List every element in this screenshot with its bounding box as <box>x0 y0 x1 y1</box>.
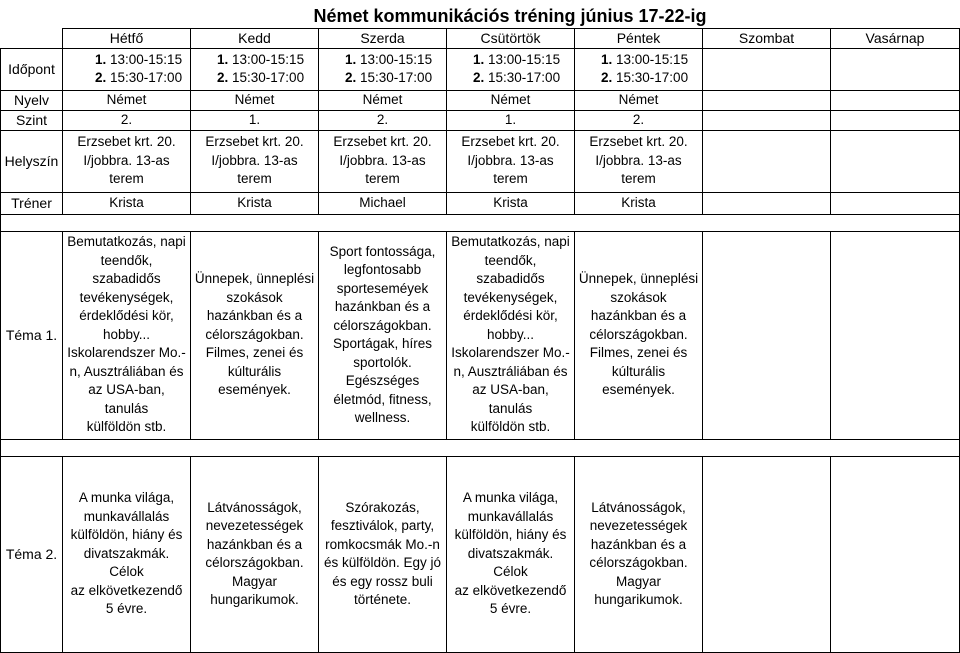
day-header: Vasárnap <box>831 29 960 49</box>
spacer-row <box>1 439 960 456</box>
trainer-cell: Krista <box>191 192 319 214</box>
nyelv-row <box>1 90 960 110</box>
time-slots-cell <box>447 48 575 90</box>
trener-row <box>1 192 960 214</box>
location-cell: Erzsebet krt. 20. I/jobbra. 13-as terem <box>575 130 703 192</box>
row-label: Tréner <box>1 192 63 214</box>
empty-cell <box>703 192 831 214</box>
day-header: Csütörtök <box>447 29 575 49</box>
topic-cell: Látvánosságok, nevezetességek hazánkban és a célországokban. Magyar hungarikumok. <box>575 456 703 652</box>
level-cell: 2. <box>63 110 191 130</box>
empty-cell <box>831 110 960 130</box>
empty-cell <box>703 90 831 110</box>
day-header-row <box>1 29 960 49</box>
trainer-cell: Krista <box>447 192 575 214</box>
trainer-cell: Krista <box>575 192 703 214</box>
time-slot: 2. 15:30-17:00 <box>217 70 305 85</box>
topic-cell: Látvánosságok, nevezetességek hazánkban és a célországokban. Magyar hungarikumok. <box>191 456 319 652</box>
trainer-cell: Krista <box>63 192 191 214</box>
language-cell: Német <box>191 90 319 110</box>
row-label: Helyszín <box>1 130 63 192</box>
time-slot: 2. 15:30-17:00 <box>345 70 433 85</box>
schedule-title: Német kommunikációs tréning június 17-22-ig <box>313 6 707 26</box>
time-slot: 1. 13:00-15:15 <box>95 51 183 67</box>
level-cell: 1. <box>191 110 319 130</box>
topic-cell: Szórakozás, fesztiválok, party, romkocsmák Mo.-n és külföldön. Egy jó és egy rossz buli története. <box>319 456 447 652</box>
time-slot: 1. 13:00-15:15 <box>473 51 561 67</box>
level-cell: 1. <box>447 110 575 130</box>
empty-cell <box>831 231 960 439</box>
time-slot: 1. 13:00-15:15 <box>601 51 689 67</box>
day-header: Hétfő <box>63 29 191 49</box>
day-header: Szombat <box>703 29 831 49</box>
empty-cell <box>831 48 960 90</box>
language-cell: Német <box>447 90 575 110</box>
topic-cell: A munka világa, munkavállalás külföldön, hiány és divatszakmák. Célok az elkövetkezendő 5 évre. <box>447 456 575 652</box>
topic-cell: A munka világa, munkavállalás külföldön, hiány és divatszakmák. Célok az elkövetkezendő 5 évre. <box>63 456 191 652</box>
row-label: Téma 1. <box>1 231 63 439</box>
empty-cell <box>703 456 831 652</box>
empty-cell <box>831 192 960 214</box>
level-cell: 2. <box>319 110 447 130</box>
time-slots-cell <box>191 48 319 90</box>
language-cell: Német <box>575 90 703 110</box>
time-slot: 1. 13:00-15:15 <box>217 51 305 67</box>
language-cell: Német <box>63 90 191 110</box>
topic-cell: Bemutatkozás, napi teendők, szabadidős tevékenységek, érdeklődési kör, hobby... Iskolarendszer Mo.- n, Ausztráliában és az USA-ban, tanulás külföldön stb. <box>447 231 575 439</box>
tema1-row <box>1 231 960 439</box>
helyszin-row <box>1 130 960 192</box>
empty-cell <box>831 130 960 192</box>
time-slot: 2. 15:30-17:00 <box>601 70 689 85</box>
empty-cell <box>703 130 831 192</box>
empty-cell <box>703 231 831 439</box>
row-label: Szint <box>1 110 63 130</box>
day-header: Kedd <box>191 29 319 49</box>
idopont-row <box>1 48 960 90</box>
topic-cell: Bemutatkozás, napi teendők, szabadidős tevékenységek, érdeklődési kör, hobby... Iskolarendszer Mo.- n, Ausztráliában és az USA-ban, tanulás külföldön stb. <box>63 231 191 439</box>
day-header: Péntek <box>575 29 703 49</box>
language-cell: Német <box>319 90 447 110</box>
time-slot: 1. 13:00-15:15 <box>345 51 433 67</box>
trainer-cell: Michael <box>319 192 447 214</box>
empty-cell <box>831 90 960 110</box>
location-cell: Erzsebet krt. 20. I/jobbra. 13-as terem <box>447 130 575 192</box>
szint-row <box>1 110 960 130</box>
row-label: Nyelv <box>1 90 63 110</box>
row-label: Téma 2. <box>1 456 63 652</box>
location-cell: Erzsebet krt. 20. I/jobbra. 13-as terem <box>319 130 447 192</box>
time-slot: 2. 15:30-17:00 <box>473 70 561 85</box>
schedule-table <box>0 28 960 653</box>
location-cell: Erzsebet krt. 20. I/jobbra. 13-as terem <box>191 130 319 192</box>
topic-cell: Ünnepek, ünneplési szokások hazánkban és a célországokban. Filmes, zenei és kúlturális események. <box>575 231 703 439</box>
tema2-row <box>1 456 960 652</box>
row-label: Időpont <box>1 48 63 90</box>
time-slot: 2. 15:30-17:00 <box>95 70 183 85</box>
time-slots-cell <box>63 48 191 90</box>
topic-cell: Ünnepek, ünneplési szokások hazánkban és a célországokban. Filmes, zenei és kúlturális események. <box>191 231 319 439</box>
empty-cell <box>703 48 831 90</box>
location-cell: Erzsebet krt. 20. I/jobbra. 13-as terem <box>63 130 191 192</box>
empty-cell <box>831 456 960 652</box>
time-slots-cell <box>575 48 703 90</box>
spacer-row <box>1 214 960 231</box>
day-header: Szerda <box>319 29 447 49</box>
topic-cell: Sport fontossága, legfontosabb sporteseméyek hazánkban és a célországokban. Sportágak, híres sportolók. Egészséges életmód, fitness, wellness. <box>319 231 447 439</box>
time-slots-cell <box>319 48 447 90</box>
level-cell: 2. <box>575 110 703 130</box>
corner-cell <box>1 29 63 49</box>
empty-cell <box>703 110 831 130</box>
